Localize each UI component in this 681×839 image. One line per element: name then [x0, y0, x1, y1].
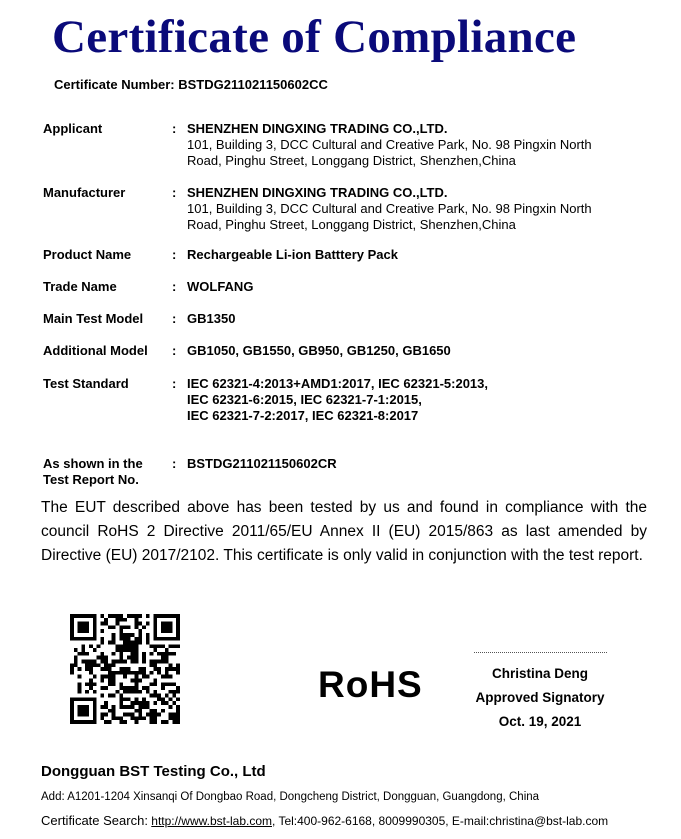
trade-name-colon: :	[172, 279, 177, 294]
certificate-search	[41, 813, 608, 828]
applicant-label: Applicant	[43, 121, 103, 136]
product-name-label: Product Name	[43, 247, 132, 262]
trade-name-value: WOLFANG	[187, 279, 254, 294]
test-standard-value	[187, 376, 488, 424]
product-name-value: Rechargeable Li-ion Batttery Pack	[187, 247, 398, 262]
trade-name-label: Trade Name	[43, 279, 117, 294]
certificate-search-label: Certificate Search:	[41, 813, 148, 828]
main-test-model-colon: :	[172, 311, 177, 326]
rohs-logo: RoHS	[318, 664, 423, 705]
manufacturer-colon: :	[172, 185, 177, 200]
test-standard-line1: IEC 62321-4:2013+AMD1:2017, IEC 62321-5:2013,	[187, 376, 488, 391]
main-test-model-value: GB1350	[187, 311, 236, 326]
test-standard-line3: IEC 62321-7-2:2017, IEC 62321-8:2017	[187, 408, 419, 423]
compliance-statement: The EUT described above has been tested by us and found in compliance with the council RoHS 2 Directive 2011/65/EU Annex II (EU) 2015/863 as last amended by Directive (EU) 2017/2102. This certificate is only valid in conjunction with the test report.	[41, 499, 647, 564]
test-standard-colon: :	[172, 376, 177, 391]
manufacturer-name: SHENZHEN DINGXING TRADING CO.,LTD.	[187, 185, 448, 200]
signature-line	[474, 652, 607, 653]
signatory-role: Approved Signatory	[475, 690, 605, 705]
signatory-date: Oct. 19, 2021	[498, 714, 582, 729]
issuer-company: Dongguan BST Testing Co., Ltd	[41, 763, 266, 780]
applicant-value	[187, 121, 592, 169]
test-report-label	[43, 456, 168, 488]
additional-model-colon: :	[172, 343, 177, 358]
certificate-title: Certificate of Compliance	[52, 11, 577, 63]
manufacturer-address-line2: Road, Pinghu Street, Longgang District, Shenzhen,China	[187, 217, 516, 232]
product-name-colon: :	[172, 247, 177, 262]
additional-model-label: Additional Model	[43, 343, 148, 358]
test-report-value: BSTDG211021150602CR	[187, 456, 337, 471]
website-link[interactable]: http://www.bst-lab.com	[151, 814, 272, 828]
manufacturer-label: Manufacturer	[43, 185, 126, 200]
test-report-label-line2: Test Report No.	[43, 472, 139, 487]
applicant-address-line1: 101, Building 3, DCC Cultural and Creative Park, No. 98 Pingxin North	[187, 137, 592, 152]
applicant-address-line2: Road, Pinghu Street, Longgang District, Shenzhen,China	[187, 153, 516, 168]
certificate-number: Certificate Number: BSTDG211021150602CC	[54, 77, 328, 92]
additional-model-value: GB1050, GB1550, GB950, GB1250, GB1650	[187, 343, 451, 358]
test-report-colon: :	[172, 456, 177, 471]
signatory-name: Christina Deng	[491, 666, 588, 681]
test-standard-line2: IEC 62321-6:2015, IEC 62321-7-1:2015,	[187, 392, 422, 407]
manufacturer-value	[187, 185, 592, 233]
test-standard-label: Test Standard	[43, 376, 129, 391]
issuer-address: Add: A1201-1204 Xinsanqi Of Dongbao Road, Dongcheng District, Dongguan, Guangdong, China	[41, 791, 540, 803]
applicant-colon: :	[172, 121, 177, 136]
applicant-name: SHENZHEN DINGXING TRADING CO.,LTD.	[187, 121, 448, 136]
main-test-model-label: Main Test Model	[43, 311, 144, 326]
qr-code	[70, 614, 180, 724]
contact-info: , Tel:400-962-6168, 8009990305, E-mail:christina@bst-lab.com	[272, 814, 609, 828]
test-report-label-line1: As shown in the	[43, 456, 143, 471]
manufacturer-address-line1: 101, Building 3, DCC Cultural and Creative Park, No. 98 Pingxin North	[187, 201, 592, 216]
